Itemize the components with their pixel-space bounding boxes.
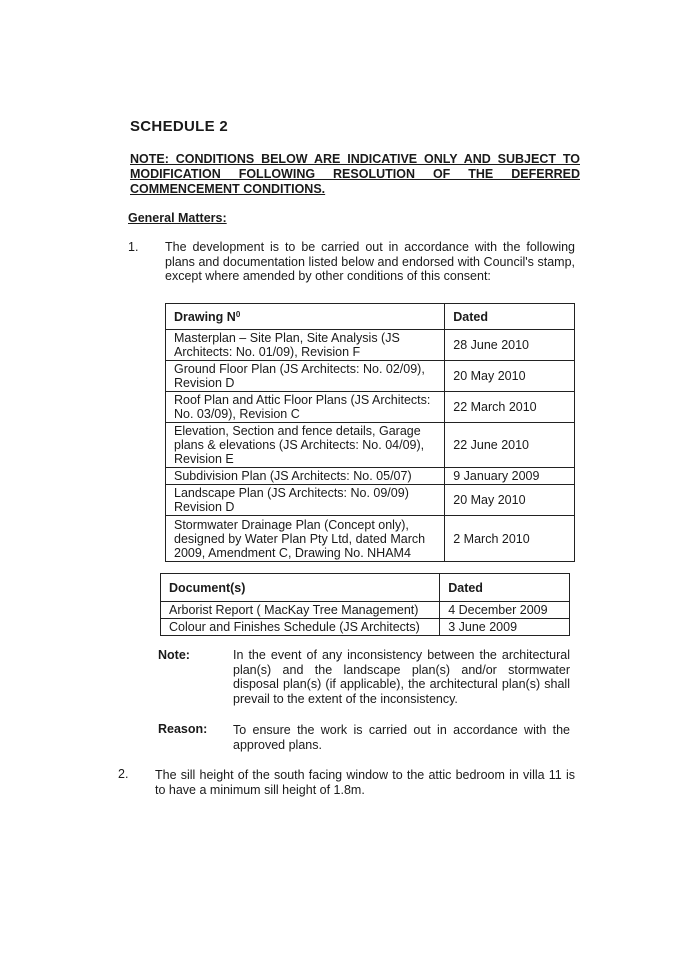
dated-cell: 4 December 2009 [440,602,570,619]
table-row [166,516,575,562]
table-row [166,423,575,468]
dated-cell: 20 May 2010 [445,485,575,516]
table-row [166,485,575,516]
dated-column-header: Dated [445,304,575,330]
drawing-cell: Elevation, Section and fence details, Garage plans & elevations (JS Architects: No. 04/09), Revision E [166,423,445,468]
drawings-table-header [166,304,575,330]
drawing-column-header: Drawing $N^0$ [166,304,445,330]
document-cell: Arborist Report ( MacKay Tree Management) [161,602,440,619]
note-label: Note: [158,648,190,662]
documents-table [160,573,570,636]
table-row [166,361,575,392]
dated-cell: 3 June 2009 [440,619,570,636]
drawing-cell: Landscape Plan (JS Architects: No. 09/09) Revision D [166,485,445,516]
dated-cell: 20 May 2010 [445,361,575,392]
table-row [161,619,570,636]
condition-number-1: 1. [128,240,139,254]
table-row [166,392,575,423]
dated-cell: 2 March 2010 [445,516,575,562]
document-cell: Colour and Finishes Schedule (JS Architects) [161,619,440,636]
dated-cell: 28 June 2010 [445,330,575,361]
schedule-title: SCHEDULE 2 [130,118,229,135]
table-row [161,602,570,619]
condition-text-2: The sill height of the south facing window to the attic bedroom in villa 11 is to have a minimum sill height of 1.8m. [155,768,575,797]
reason-text: To ensure the work is carried out in accordance with the approved plans. [233,723,570,752]
drawing-cell: Roof Plan and Attic Floor Plans (JS Architects: No. 03/09), Revision C [166,392,445,423]
drawing-cell: Ground Floor Plan (JS Architects: No. 02/09), Revision D [166,361,445,392]
document-column-header: Document(s) [161,574,440,602]
drawings-table [165,303,575,562]
note-heading: NOTE: CONDITIONS BELOW ARE INDICATIVE ONLY AND SUBJECT TO MODIFICATION FOLLOWING RESOLUTION OF THE DEFERRED COMMENCEMENT CONDITIONS. [130,152,580,196]
section-heading: General Matters: [128,211,227,225]
table-row [166,468,575,485]
drawing-cell: Stormwater Drainage Plan (Concept only), designed by Water Plan Pty Ltd, dated March 2009, Amendment C, Drawing No. NHAM4 [166,516,445,562]
condition-text-1: The development is to be carried out in accordance with the following plans and documentation listed below and endorsed with Council's stamp, except where amended by other conditions of this consent: [165,240,575,283]
documents-table-header [161,574,570,602]
dated-cell: 22 June 2010 [445,423,575,468]
table-row [166,330,575,361]
drawing-cell: Subdivision Plan (JS Architects: No. 05/07) [166,468,445,485]
dated-cell: 9 January 2009 [445,468,575,485]
dated-cell: 22 March 2010 [445,392,575,423]
note-text: In the event of any inconsistency between the architectural plan(s) and the landscape plan(s) and/or stormwater disposal plan(s) (if applicable), the architectural plan(s) shall prevail to the extent of the inconsistency. [233,648,570,706]
dated-column-header: Dated [440,574,570,602]
reason-label: Reason: [158,722,208,736]
drawing-cell: Masterplan – Site Plan, Site Analysis (JS Architects: No. 01/09), Revision F [166,330,445,361]
condition-number-2: 2. [118,767,129,781]
